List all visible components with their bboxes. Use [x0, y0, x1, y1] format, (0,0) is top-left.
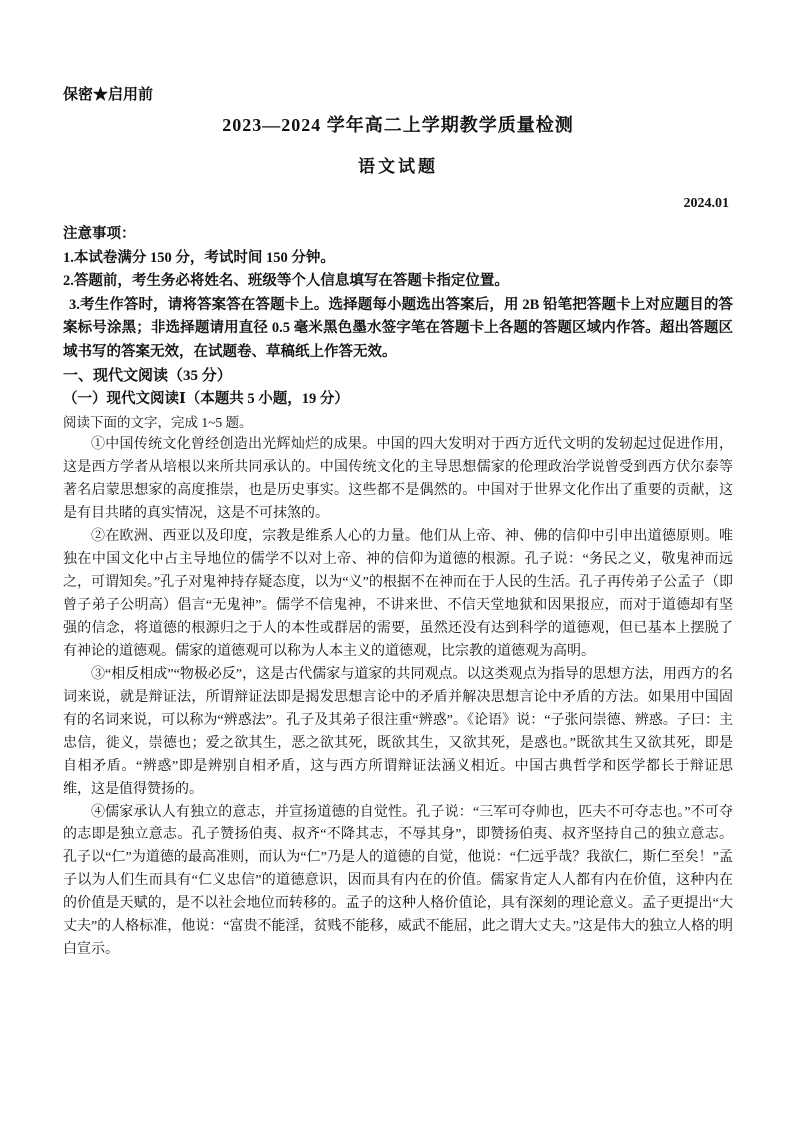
reading-instruction: 阅读下面的文字，完成 1~5 题。: [63, 414, 253, 430]
passage-paragraph-2: ②在欧洲、西亚以及印度，宗教是维系人心的力量。他们从上帝、神、佛的信仰中引申出道德原则。唯独在中国文化中占主导地位的儒学不以对上帝、神的信仰为道德的根源。孔子说：“务民之义，敬鬼神而远之，可谓知矣。”孔子对鬼神持存疑态度，以为“义”的根据不在神而在于人民的生活。孔子再传弟子公孟子（即曾子弟子公明高）倡言“无鬼神”。儒学不信鬼神，不讲来世、不信天堂地狱和因果报应，而对于道德却有坚强的信念，将道德的根源归之于人的本性或群居的需要，虽然还没有达到科学的道德观，但已基本上摆脱了有神论的道德观。儒家的道德观可以称为人本主义的道德观，比宗教的道德观为高明。: [63, 529, 733, 659]
notice-item-2: 2.答题前，考生务必将姓名、班级等个人信息填写在答题卡指定位置。: [63, 273, 509, 290]
notice-item-1: 1.本试卷满分 150 分，考试时间 150 分钟。: [63, 249, 335, 266]
passage-paragraph-3: ③“相反相成”“物极必反”，这是古代儒家与道家的共同观点。以这类观点为指导的思想方法，用西方的名词来说，就是辩证法，所谓辩证法即是揭发思想言论中的矛盾并解决思想言论中矛盾的方法。如果用中国固有的名词来说，可以称为“辨惑法”。孔子及其弟子很注重“辨惑”。《论语》说：“子张问崇德、辨惑。子曰：主忠信，徙义，崇德也；爱之欲其生，恶之欲其死，既欲其生，又欲其死，是惑也。”既欲其生又欲其死，即是自相矛盾。“辨惑”即是辨别自相矛盾，这与西方所谓辩证法涵义相近。中国古典哲学和医学都长于辩证思维，这是值得赞扬的。: [63, 666, 733, 797]
subsection-heading-reading-1: （一）现代文阅读Ⅰ（本题共 5 小题，19 分）: [63, 391, 349, 408]
passage-paragraph-4: ④儒家承认人有独立的意志，并宣扬道德的自觉性。孔子说：“三军可夺帅也，匹夫不可夺志也。”不可夺的志即是独立意志。孔子赞扬伯夷、叔齐“不降其志，不辱其身”，即赞扬伯夷、叔齐坚持自己的独立意志。孔子以“仁”为道德的最高准则，而认为“仁”乃是人的道德的自觉，他说：“仁远乎哉？我欲仁，斯仁至矣！”孟子以为人们生而具有“仁义忠信”的道德意识，因而具有内在的价值。儒家肯定人人都有内在价值，这种内在的价值是天赋的，是不以社会地位而转移的。孟子的这种人格价值论，具有深刻的理论意义。孟子更提出“大丈夫”的人格标准，他说：“富贵不能淫，贫贱不能移，威武不能屈，此之谓大丈夫。”这是伟大的独立人格的明白宣示。: [63, 804, 733, 958]
subject-title: 语文试题: [358, 156, 438, 176]
notices-heading: 注意事项：: [63, 226, 136, 243]
exam-title: 2023—2024 学年高二上学期教学质量检测: [222, 114, 574, 135]
section-heading-modern-reading: 一、现代文阅读（35 分）: [63, 368, 232, 385]
notice-item-3: 3.考生作答时，请将答案答在答题卡上。选择题每小题选出答案后，用 2B 铅笔把答题卡上对应题目的答案标号涂黑；非选择题请用直径 0.5 毫米黑色墨水签字笔在答题卡上各题的答题区域内作答。超出答题区域书写的答案无效，在试题卷、草稿纸上作答无效。: [63, 296, 733, 360]
exam-date: 2024.01: [683, 195, 729, 211]
confidential-notice: 保密★启用前: [63, 87, 154, 103]
passage-paragraph-1: ①中国传统文化曾经创造出光辉灿烂的成果。中国的四大发明对于西方近代文明的发轫起过促进作用，这是西方学者从培根以来所共同承认的。中国传统文化的主导思想儒家的伦理政治学说曾受到西方伏尔泰等著名启蒙思想家的高度推崇，也是历史事实。这些都不是偶然的。中国对于世界文化作出了重要的贡献，这是有目共睹的真实情况，这是不可抹煞的。: [63, 437, 733, 522]
